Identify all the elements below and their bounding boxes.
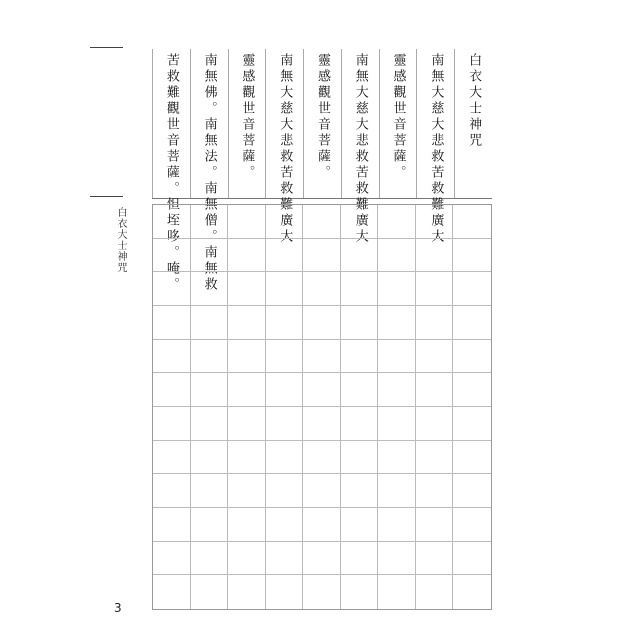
grid-cell xyxy=(453,575,491,609)
page-number: 3 xyxy=(114,601,122,615)
grid-cell xyxy=(266,575,304,609)
text-column xyxy=(228,49,266,198)
grid-cell xyxy=(266,272,304,306)
grid-cell xyxy=(153,542,191,576)
grid-cell xyxy=(191,407,229,441)
grid-cell xyxy=(453,407,491,441)
grid-cell xyxy=(228,441,266,475)
text-column xyxy=(416,49,454,245)
grid-cell xyxy=(378,340,416,374)
grid-cell xyxy=(341,575,379,609)
grid-cell xyxy=(228,542,266,576)
grid-cell xyxy=(416,306,454,340)
grid-cell xyxy=(416,272,454,306)
grid-cell xyxy=(153,575,191,609)
grid-cell xyxy=(378,542,416,576)
grid-cell xyxy=(416,239,454,273)
grid-cell xyxy=(453,239,491,273)
grid-cell xyxy=(416,407,454,441)
grid-cell xyxy=(378,306,416,340)
grid-cell xyxy=(266,508,304,542)
grid-cell xyxy=(303,306,341,340)
grid-cell xyxy=(191,239,229,273)
grid-cell xyxy=(341,272,379,306)
grid-cell xyxy=(191,205,229,239)
grid-cell xyxy=(153,373,191,407)
grid-cell xyxy=(228,373,266,407)
grid-cell xyxy=(191,272,229,306)
grid-cell xyxy=(416,508,454,542)
grid-cell xyxy=(153,474,191,508)
grid-cell xyxy=(191,340,229,374)
grid-cell xyxy=(416,575,454,609)
grid-cell xyxy=(191,441,229,475)
column-text: 南無大慈大悲救苦救難廣大 xyxy=(277,53,293,245)
text-column xyxy=(341,49,379,245)
grid-cell xyxy=(416,340,454,374)
grid-cell xyxy=(266,542,304,576)
grid-cell xyxy=(153,272,191,306)
grid-cell xyxy=(191,508,229,542)
grid-cell xyxy=(228,272,266,306)
grid-cell xyxy=(228,340,266,374)
grid-cell xyxy=(266,340,304,374)
top-divider xyxy=(90,47,123,48)
grid-cell xyxy=(228,407,266,441)
grid-cell xyxy=(341,205,379,239)
grid-cell xyxy=(416,441,454,475)
column-text: 南無佛。南無法。南無僧。南無救 xyxy=(201,53,217,293)
text-column xyxy=(379,49,417,198)
grid-cell xyxy=(303,340,341,374)
grid-cell xyxy=(341,474,379,508)
text-column xyxy=(190,49,228,293)
grid-cell xyxy=(378,474,416,508)
grid-cell xyxy=(378,239,416,273)
grid-cell xyxy=(453,340,491,374)
grid-cell xyxy=(303,575,341,609)
grid-cell xyxy=(303,542,341,576)
grid-cell xyxy=(341,239,379,273)
grid-cell xyxy=(266,205,304,239)
grid-cell xyxy=(378,441,416,475)
grid-cell xyxy=(191,542,229,576)
grid-cell xyxy=(191,474,229,508)
grid-cell xyxy=(153,407,191,441)
grid-cell xyxy=(378,272,416,306)
grid-cell xyxy=(416,542,454,576)
grid-cell xyxy=(303,205,341,239)
grid-cell xyxy=(228,306,266,340)
grid-cell xyxy=(153,306,191,340)
grid-cell xyxy=(341,542,379,576)
grid-cell xyxy=(303,373,341,407)
grid-cell xyxy=(303,407,341,441)
grid-cell xyxy=(378,508,416,542)
column-text: 白衣大士神咒 xyxy=(466,53,482,149)
grid-cell xyxy=(228,205,266,239)
text-column xyxy=(454,49,492,198)
grid-cell xyxy=(416,373,454,407)
side-divider xyxy=(90,196,123,197)
grid-cell xyxy=(416,205,454,239)
grid-cell xyxy=(341,340,379,374)
column-text: 靈感觀世音菩薩。 xyxy=(390,53,406,181)
grid-cell xyxy=(416,474,454,508)
grid-cell xyxy=(453,508,491,542)
grid-cell xyxy=(453,441,491,475)
grid-cell xyxy=(378,205,416,239)
grid-cell xyxy=(341,306,379,340)
grid-cell xyxy=(453,474,491,508)
grid-cell xyxy=(228,239,266,273)
grid-cell xyxy=(378,575,416,609)
column-text: 靈感觀世音菩薩。 xyxy=(314,53,330,181)
sutra-text-block xyxy=(152,49,492,293)
grid-cell xyxy=(191,306,229,340)
grid-cell xyxy=(153,239,191,273)
grid-cell xyxy=(303,441,341,475)
grid-cell xyxy=(266,474,304,508)
grid-cell xyxy=(228,508,266,542)
grid-cell xyxy=(303,239,341,273)
grid-cell xyxy=(266,441,304,475)
grid-cell xyxy=(266,407,304,441)
grid-cell xyxy=(341,508,379,542)
practice-grid xyxy=(152,204,492,610)
grid-cell xyxy=(303,508,341,542)
grid-cell xyxy=(453,373,491,407)
grid-cell xyxy=(341,441,379,475)
grid-cell xyxy=(453,542,491,576)
text-column xyxy=(152,49,190,293)
text-column xyxy=(265,49,303,245)
column-text: 靈感觀世音菩薩。 xyxy=(239,53,255,181)
column-text: 南無大慈大悲救苦救難廣大 xyxy=(428,53,444,245)
column-text: 南無大慈大悲救苦救難廣大 xyxy=(352,53,368,245)
column-text: 苦救難觀世音菩薩。怛垤哆。唵。 xyxy=(163,53,179,293)
side-title: 白衣大士神咒 xyxy=(115,207,126,273)
grid-cell xyxy=(378,407,416,441)
grid-cell xyxy=(378,373,416,407)
grid-cell xyxy=(341,373,379,407)
grid-cell xyxy=(191,575,229,609)
grid-cell xyxy=(153,340,191,374)
grid-cell xyxy=(453,272,491,306)
grid-cell xyxy=(266,373,304,407)
grid-cell xyxy=(153,508,191,542)
grid-cell xyxy=(191,373,229,407)
grid-cell xyxy=(266,306,304,340)
grid-cell xyxy=(228,575,266,609)
grid-cell xyxy=(153,441,191,475)
grid-cell xyxy=(453,205,491,239)
grid-cell xyxy=(228,474,266,508)
grid-cell xyxy=(266,239,304,273)
grid-cell xyxy=(303,272,341,306)
text-column xyxy=(303,49,341,198)
grid-cell xyxy=(303,474,341,508)
grid-cell xyxy=(341,407,379,441)
grid-cell xyxy=(153,205,191,239)
grid-cell xyxy=(453,306,491,340)
